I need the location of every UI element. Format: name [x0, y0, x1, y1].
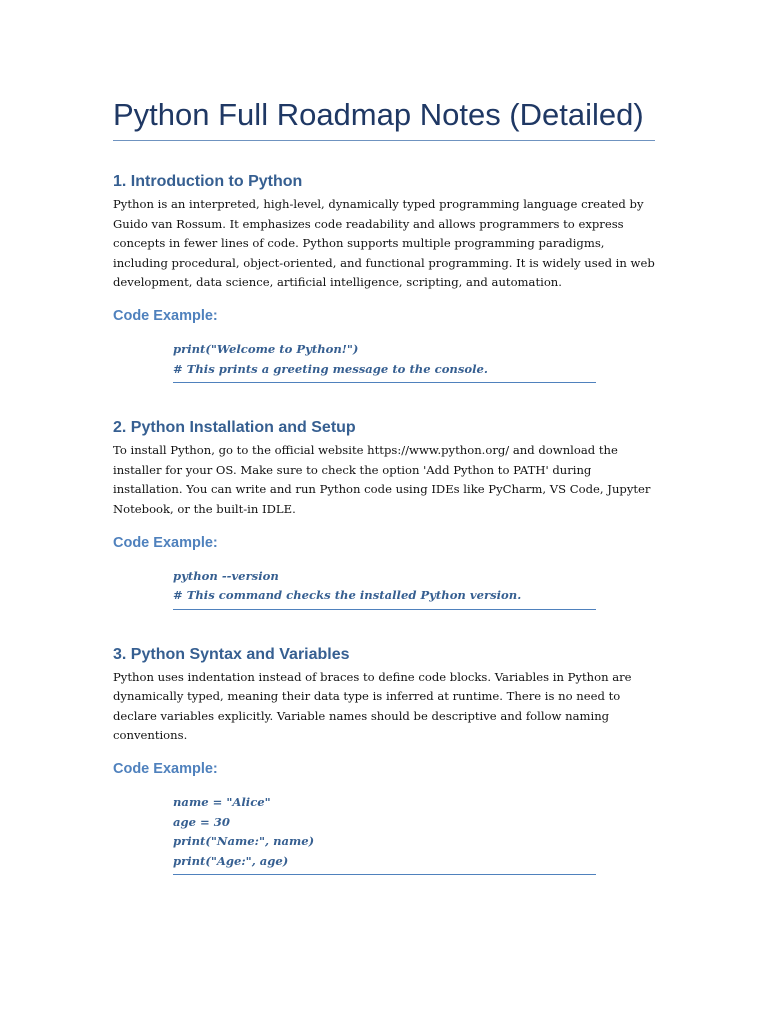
- section-introduction: [113, 172, 658, 383]
- paragraph-line: including procedural, object-oriented, and functional programming. It is widely used in web: [113, 255, 655, 270]
- code-block: [173, 793, 596, 875]
- paragraph-line: Python uses indentation instead of braces to define code blocks. Variables in Python are: [113, 669, 632, 684]
- document-title: Python Full Roadmap Notes (Detailed): [113, 97, 644, 132]
- title-divider: [113, 140, 655, 141]
- section-installation: [113, 418, 658, 610]
- code-example-label: Code Example:: [113, 308, 218, 324]
- paragraph-line: installer for your OS. Make sure to check the option 'Add Python to PATH' during: [113, 462, 592, 477]
- code-line: # This prints a greeting message to the console.: [173, 361, 488, 376]
- code-line: name = "Alice": [173, 795, 271, 809]
- code-block: [173, 567, 596, 610]
- code-line: print("Age:", age): [173, 853, 289, 868]
- code-line: # This command checks the installed Python version.: [173, 588, 522, 602]
- section-paragraph: [113, 668, 658, 746]
- paragraph-line: conventions.: [113, 728, 188, 742]
- code-example-label: Code Example:: [113, 534, 218, 551]
- code-line: python --version: [173, 568, 279, 583]
- paragraph-line: installation. You can write and run Python code using IDEs like PyCharm, VS Code, Jupyter: [113, 482, 651, 496]
- paragraph-line: Notebook, or the built-in IDLE.: [113, 501, 296, 516]
- section-heading: 1. Introduction to Python: [113, 173, 303, 190]
- paragraph-line: Guido van Rossum. It emphasizes code readability and allows programmers to express: [113, 216, 624, 231]
- code-line: print("Welcome to Python!"): [173, 342, 359, 356]
- section-heading: 3. Python Syntax and Variables: [113, 645, 350, 663]
- section-paragraph: [113, 195, 658, 293]
- section-paragraph: [113, 441, 658, 519]
- paragraph-line: declare variables explicitly. Variable names should be descriptive and follow naming: [113, 708, 610, 723]
- code-example-label: Code Example:: [113, 761, 218, 777]
- document-page: [113, 95, 658, 875]
- paragraph-line: development, data science, artificial intelligence, scripting, and automation.: [113, 275, 562, 289]
- paragraph-line: To install Python, go to the official website https://www.python.org/ and download the: [113, 443, 618, 457]
- code-block: [173, 340, 596, 383]
- paragraph-line: dynamically typed, meaning their data type is inferred at runtime. There is no need to: [113, 689, 621, 703]
- section-syntax-variables: [113, 645, 658, 876]
- code-line: age = 30: [173, 814, 230, 829]
- section-heading: 2. Python Installation and Setup: [113, 419, 356, 436]
- code-line: print("Name:", name): [173, 834, 315, 848]
- paragraph-line: concepts in fewer lines of code. Python supports multiple programming paradigms,: [113, 236, 605, 250]
- paragraph-line: Python is an interpreted, high-level, dynamically typed programming language created by: [113, 197, 644, 211]
